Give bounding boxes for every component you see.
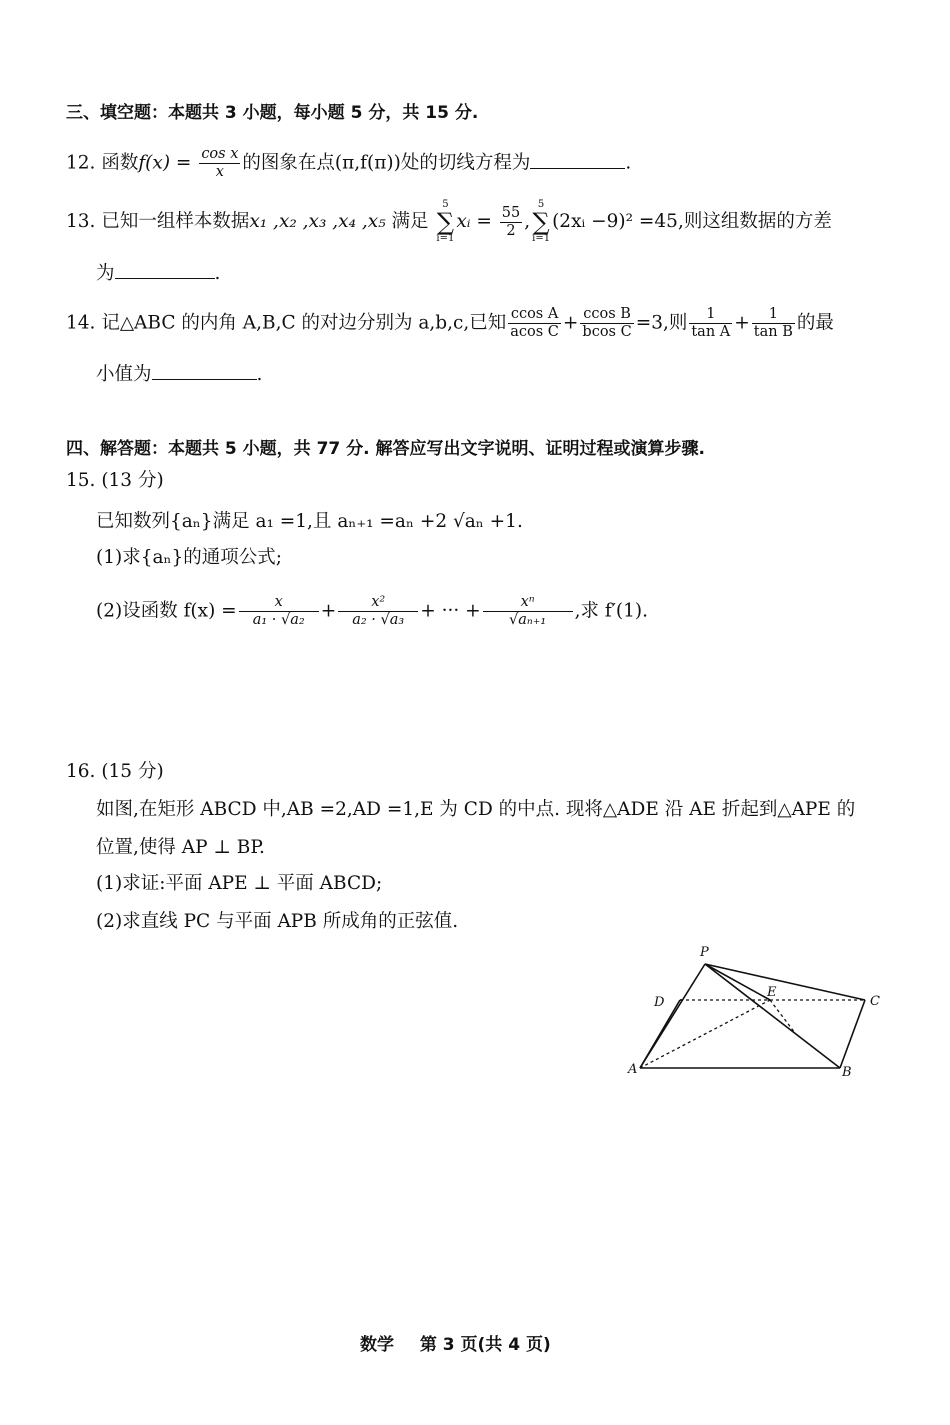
q14-f3-den: tan A <box>691 324 731 340</box>
q14-end: . <box>256 364 263 385</box>
section3-title: 三、填空题：本题共 3 小题，每小题 5 分，共 15 分. <box>66 103 479 123</box>
edge-BC <box>840 1000 865 1068</box>
q12-number: 12. <box>66 152 96 174</box>
q14-fraction-1 <box>508 306 561 341</box>
q14-f3-num: 1 <box>689 306 732 324</box>
q14-plus-2: + <box>734 312 750 334</box>
q16-part-2: (2)求直线 PC 与平面 APB 所成角的正弦值. <box>96 911 459 932</box>
q14-f2-num: ccos B <box>580 306 633 324</box>
q15-part-1: (1)求{aₙ}的通项公式; <box>96 547 283 568</box>
q13-end: . <box>214 263 221 284</box>
question-16-header <box>66 759 164 785</box>
q13-sum-1: 5 ∑ i=1 <box>436 199 455 244</box>
edge-AD <box>640 1000 680 1068</box>
q15-plus: + <box>320 600 337 622</box>
q12-function: f(x) <box>138 152 171 174</box>
q16-line-2: 位置,使得 AP ⊥ BP. <box>96 837 265 858</box>
q15-f2-num: x² <box>338 594 418 612</box>
label-C: C <box>870 994 880 1009</box>
q12-frac-den: x <box>215 164 224 180</box>
q12-text-1: 函数 <box>101 152 139 174</box>
q14-fraction-4 <box>752 306 795 341</box>
q13-answer-blank <box>115 260 215 279</box>
q14-line2-text: 小值为 <box>96 364 152 385</box>
label-D: D <box>654 995 665 1010</box>
label-B: B <box>842 1065 852 1080</box>
q13-variables: x₁ ,x₂ ,x₃ ,x₄ ,x₅ <box>249 211 386 232</box>
q13-sum-2: 5 ∑ i=1 <box>532 199 551 244</box>
q14-text-3: 的最 <box>796 312 834 334</box>
label-E: E <box>767 985 777 1000</box>
q14-f4-num: 1 <box>752 306 795 324</box>
footer-page-number: 第 3 页(共 4 页) <box>419 1335 551 1355</box>
page-footer <box>360 1330 551 1355</box>
q15-p2-suffix: ,求 f′(1). <box>574 600 649 622</box>
q16-part-1: (1)求证:平面 APE ⊥ 平面 ABCD; <box>96 873 383 894</box>
q14-f2-den: bcos C <box>582 324 632 340</box>
q15-f2-den: a₂ · √a₃ <box>352 612 405 628</box>
q14-fraction-3 <box>689 306 732 341</box>
q13-equals: = <box>470 211 498 232</box>
question-14-line-2 <box>96 361 262 388</box>
q15-number: 15. <box>66 470 96 491</box>
q14-fraction-2 <box>580 306 633 341</box>
question-13 <box>66 200 832 244</box>
question-12 <box>66 146 631 181</box>
q12-answer-blank <box>530 150 625 169</box>
q15-fraction-3 <box>483 594 573 629</box>
q15-fraction-1 <box>239 594 319 629</box>
q13-sum1-lower: i=1 <box>436 233 455 244</box>
section4-title: 四、解答题：本题共 5 小题，共 77 分. 解答应写出文字说明、证明过程或演算步骤. <box>66 439 705 459</box>
q12-equals: = <box>170 152 198 174</box>
q14-plus-1: + <box>562 312 579 334</box>
q13-number: 13. <box>66 211 96 232</box>
q15-stem: 已知数列{aₙ}满足 a₁ =1,且 aₙ₊₁ =aₙ +2 √aₙ +1. <box>96 511 523 532</box>
q14-f1-den: acos C <box>510 324 559 340</box>
label-P: P <box>700 945 709 960</box>
question-14 <box>66 306 834 341</box>
question-13-line-2 <box>96 260 220 287</box>
q12-frac-num: cos x <box>201 146 239 162</box>
q14-answer-blank <box>152 361 257 380</box>
q15-fraction-2 <box>338 594 418 629</box>
q13-sum2-lower: i=1 <box>532 233 551 244</box>
q13-text-1: 已知一组样本数据 <box>101 211 250 232</box>
q13-sum2-upper: 5 <box>537 199 545 210</box>
q15-f3-num: xⁿ <box>483 594 573 612</box>
geometry-figure <box>620 938 890 1083</box>
q15-dots: + ··· + <box>420 600 481 622</box>
question-15-header <box>66 468 164 494</box>
q15-f3-den: √aₙ₊₁ <box>508 612 547 628</box>
edge-PE <box>705 964 770 1000</box>
q16-line-1: 如图,在矩形 ABCD 中,AB =2,AD =1,E 为 CD 的中点. 现将△ADE 沿 AE 折起到△APE 的 <box>96 799 856 820</box>
q16-number: 16. <box>66 761 96 782</box>
q13-fraction <box>500 205 522 240</box>
q15-score: (13 分) <box>101 470 164 491</box>
q14-text-1: 记△ABC 的内角 A,B,C 的对边分别为 a,b,c,已知 <box>101 312 507 334</box>
q15-f1-num: x <box>239 594 319 612</box>
label-A: A <box>628 1062 638 1077</box>
q16-score: (15 分) <box>101 761 164 782</box>
q13-comma: , <box>524 211 531 232</box>
q15-p2-prefix: (2)设函数 f(x) = <box>96 600 237 622</box>
q12-end: . <box>625 152 632 174</box>
footer-subject: 数学 <box>360 1335 394 1355</box>
q14-f4-den: tan B <box>753 324 793 340</box>
q13-sum1-upper: 5 <box>442 199 449 210</box>
q13-frac-den: 2 <box>506 222 516 239</box>
q15-part-2 <box>96 594 648 629</box>
q13-sum1-term: xᵢ <box>456 211 471 232</box>
q14-text-2: =3,则 <box>635 312 688 334</box>
q15-f1-den: a₁ · √a₂ <box>252 612 305 628</box>
q12-text-2: 的图象在点(π,f(π))处的切线方程为 <box>242 152 531 174</box>
q13-text-3: ,则这组数据的方差 <box>677 211 832 232</box>
q14-number: 14. <box>66 312 96 334</box>
q12-fraction <box>199 146 240 181</box>
q13-line2-text: 为 <box>96 263 115 284</box>
q13-text-2: 满足 <box>391 211 429 232</box>
q13-sum2-term: (2xᵢ −9)² =45 <box>552 211 678 232</box>
q13-frac-num: 55 <box>501 204 521 221</box>
q14-f1-num: ccos A <box>508 306 561 324</box>
